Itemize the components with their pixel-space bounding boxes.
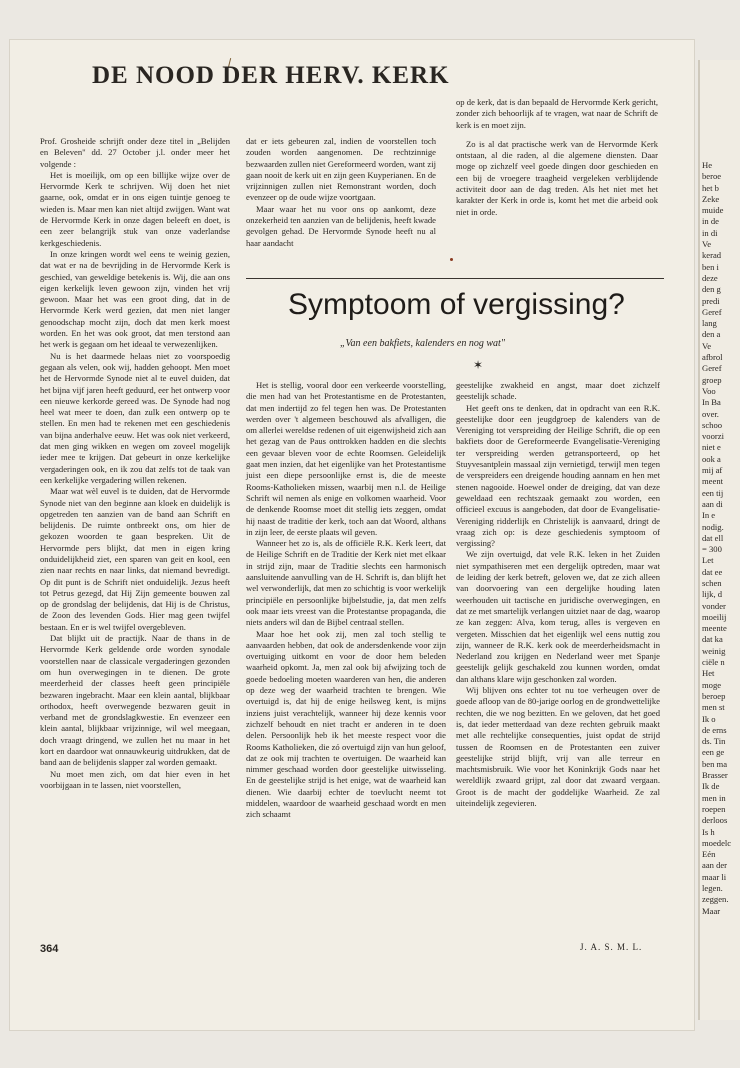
adjacent-page-text-fragment: vonder — [702, 600, 726, 611]
adjacent-page-text-fragment: de erns — [702, 724, 727, 735]
adjacent-page-text-fragment: den a — [702, 329, 721, 340]
adjacent-page-text-fragment: lang — [702, 318, 717, 329]
adjacent-page-text-fragment: ciële n — [702, 657, 725, 668]
paragraph: Maar wat wèl euvel is te duiden, dat de Hervormde Synode niet van den beginne aan kloek en duidelijk is opgetreden ten aanzien van de band aan Schrift en belijdenis. De ruimte ontbreekt ons, om hier de gekozen woorden te gaan bespreken. Uit de Hervormde pers blijkt, dat men in eigen kring onduidelijkheid ziet, een sparen van geit en kool, een zien naar rechts en naar links, dat niemand bevredigt. Op dit punt is de Schrift niet onduidelijk. Jezus heeft tot Petrus gezegd, dat Hij Zijn gemeente bouwen zal op de grondslag der belijdenis, dat Hij is de Christus, de Zoon des levenden Gods. Hier mag geen twijfel bestaan. En er is wel twijfel overgebleven. — [40, 486, 230, 632]
adjacent-page-text-fragment: dat ka — [702, 634, 723, 645]
paragraph: Het is moeilijk, om op een billijke wijze over de Hervormde Kerk te schrijven. Wij doen het niet gaarne, ook, omdat er in ons eigen tuintje genoeg te wieden is. Maar men kan niet altijd zwijgen. Want wat de Hervormde Kerk in onze dagen beleeft en doet, is een zeer belangrijk stuk van onze vaderlandse kerkgeschiedenis. — [40, 169, 230, 248]
adjacent-page-text-fragment: mij af — [702, 465, 723, 476]
adjacent-page-text-fragment: Ve — [702, 340, 712, 351]
article-title-nood: DE NOOD DER HERV. KERK — [92, 62, 450, 89]
paragraph: Wij blijven ons echter tot nu toe verheugen over de goede afloop van de 80-jarige oorlog en de grondwettelijke rechten, die we nog bezitten. En we geloven, dat het goed is, dat ieder metterdaad van deze rechten gebruik maakt met alle rechtelijke consequenties, juist opdat de strijd tussen de Roomsen en de Protestanten een zuiver geestelijke strijd blijft, vrij van alle terreur en machtsmisbruik. Wie voor het Koninkrijk Gods naar het wereldlijk zwaard grijpt, zal door dat zwaard vergaan. Groot is de macht der goddelijke Waarheid. Ze zal uiteindelijk zegevieren. — [456, 685, 660, 808]
paragraph: Het is stellig, vooral door een verkeerde voorstelling, die men had van het Protestantisme en de Protestanten, dat men indertijd zo fel tegen hen was. De Protestanten werden over 't algemeen beschouwd als afvalligen, die om allerlei wereldse redenen of uit eigenwijsheid zich aan het gezag van de Paus onttrokken hadden en die slechts een gevaar bleven voor de echte Roomsen. Geleidelijk gaat men inzien, dat het eigenlijke van het Protestantisme juist een diepe persoonlijke ernst is, die de meeste Rooms-Katholieken missen, waarbij men n.l. de Heilige Schrift wil nemen als enige en volkomen waarheid. Voor de denkende Roomse moet dit stellig iets zeggen, omdat hij naast de traditie der kerk, toch aan dat Woord, althans in zijn leer, de eerste plaats wil geven. — [246, 380, 446, 537]
star-ornament-icon: ✶ — [473, 358, 484, 372]
adjacent-page-text-fragment: beroep — [702, 690, 726, 701]
adjacent-page-text-fragment: dat ee — [702, 566, 723, 577]
adjacent-page-text-fragment: schoo — [702, 419, 723, 430]
adjacent-page-text-fragment: Let — [702, 555, 714, 566]
adjacent-page-text-fragment: beroe — [702, 171, 722, 182]
section-divider — [246, 278, 664, 279]
adjacent-page-text-fragment: predi — [702, 295, 720, 306]
adjacent-page-text-fragment: Maar — [702, 905, 721, 916]
adjacent-page-text-fragment: men st — [702, 702, 725, 713]
adjacent-page-text-fragment: men in — [702, 792, 726, 803]
adjacent-page-text-fragment: deze — [702, 272, 718, 283]
adjacent-page-text-fragment: Ve — [702, 239, 712, 250]
article2-column-1 — [246, 380, 446, 940]
adjacent-page-text-fragment: meente — [702, 623, 727, 634]
paragraph: Het geeft ons te denken, dat in opdracht van een R.K. geestelijke door een jeugdgroep de kalenders van de Vereniging tot verspreiding der Heilige Schrift, die op een bakfiets door de Gereformeerde Evangelisatie-Vereniging ter verspreiding werden getransporteerd, op het Stuyvesantplein massaal zijn vernietigd, terwijl men tegen de verspreiders een dreigende houding aannam en hen met stenen nagooide. Hoewel onder de dreiging, dat van deze geweldaad een rechtszaak gemaakt zou worden, een officieel excuus is aangeboden, dat door de Evangelisatie-Vereniging ridderlijk en Christelijk is aanvaard, dringt de vraag zich op: is deze geschiedenis symptoom of vergissing? — [456, 402, 660, 549]
paragraph: geestelijke zwakheid en angst, maar doet zichzelf geestelijk schade. — [456, 380, 660, 402]
adjacent-page-text-fragment: Eén — [702, 849, 716, 860]
adjacent-page-text-fragment: aan di — [702, 498, 723, 509]
adjacent-page-text-fragment: voorzi — [702, 431, 724, 442]
adjacent-page-text-fragment: het b — [702, 182, 719, 193]
adjacent-page-text-fragment: Geref — [702, 363, 722, 374]
paragraph: We zijn overtuigd, dat vele R.K. leken in het Zuiden niet sympathiseren met een dergelijk optreden, maar wat de leiding der kerk betreft, geloven we, dat ze zich alleen van doorvoering van een dergelijke houding laten weerhouden uit tactische en juridische overwegingen, en dat ze met smartelijk verlangen uitziet naar de dag, waarop ze kan zeggen: Alva, kom terug, alles is vergeven en vergeten. Misschien dat het eigenlijk wel eens nuttig zou zijn, wanneer de R.K. kerk ook de meerderheidsmacht in Nederland zou krijgen en Nederland weer met Spanje geestelijk gelijk geschakeld zou kunnen worden, omdat dan althans klare wijn geschonken zal worden. — [456, 549, 660, 684]
article-subtitle: „Van een bakfiets, kalenders en nog wat" — [340, 338, 506, 349]
adjacent-page-text-fragment: Zeke — [702, 193, 720, 204]
paragraph: Maar waar het nu voor ons op aankomt, deze onzekerheid ten aanzien van de belijdenis, heeft kwade gevolgen gehad. De Hervormde Synode heeft nu al haar aandacht — [246, 203, 436, 248]
adjacent-page-text-fragment: nodig. — [702, 521, 724, 532]
adjacent-page-text-fragment: Voo — [702, 385, 716, 396]
adjacent-page-text-fragment: kerad — [702, 250, 722, 261]
adjacent-page-text-fragment: ben ma — [702, 758, 728, 769]
paragraph: Nu is het daarmede helaas niet zo voorspoedig gegaan als velen, ook wij, hadden gehoopt. Men moet het de Hervormde Synode niet al te euvel duiden, dat het bijna vijf jaren heeft geduurd, eer het ontwerp voor een nieuwe kerkorde gereed was. De Synode had nog heel wat meer te doen, dan zulk een ontwerp op te stellen. En men had te rekenen met een geschiedenis van bijna anderhalve eeuw. Het was ook niet verkeerd, dat men ging wikken en wegen om zoveel mogelijk ieder mee te krijgen. Dat gebeurt in onze kerkelijke vergaderingen ook, en ik zou dat zelfs tot de taak van een kerkelijke vergadering willen rekenen. — [40, 350, 230, 485]
adjacent-page-text-fragment: in di — [702, 227, 718, 238]
adjacent-page-text-fragment: aan der — [702, 860, 728, 871]
adjacent-page-text-fragment: ben i — [702, 261, 719, 272]
page-number: 364 — [40, 943, 59, 955]
article2-column-2 — [456, 380, 660, 940]
adjacent-page-text-fragment: afbrol — [702, 352, 723, 363]
paragraph: dat er iets gebeuren zal, indien de voorstellen toch zouden worden aangenomen. De rechtzinnige bezwaarden zullen niet Gereformeerd worden, want zij gaan nooit de kerk uit en zijn geen Kuyperianen. En de vrijzinnigen zullen niet Remonstrant worden, doch evenzeer op de oude wijze voortgaan. — [246, 136, 436, 203]
adjacent-page-text-fragment: moge — [702, 679, 722, 690]
paragraph: Maar hoe het ook zij, men zal toch stellig te aanvaarden hebben, dat ook de andersdenkende voor zijn overtuiging uitkomt en voor de door hem beleden waarheid opkomt. Ja, men zal ook bij afwijzing toch de goede bedoeling moeten waarderen van hen, die anderen op deze weg der waarheid trachten te brengen. Wie overtuigd is, dat hij de enige heilsweg kent, is mijns inziens juist verachtelijk, wanneer hij deze kennis voor zichzelf behoudt en niet tracht er anderen in te doen delen. Persoonlijk heb ik het meeste respect voor die Rooms Katholieken, die zó overtuigd zijn van hun geloof, dat ze ook mij trachten te overtuigen. De waarheid kan nimmer geschaad worden door geestelijke uitwisseling. En de geestelijke strijd is het enige, wat de waarheid kan dienen. Wie daarbij echter de toevlucht neemt tot middelen, waardoor de waarheid geschaad wordt en men zich schaamt — [246, 628, 446, 820]
article1-column-2 — [246, 136, 436, 248]
paragraph: Prof. Grosheide schrijft onder deze titel in „Belijden en Beleven" dd. 27 October j.l. onder meer het volgende : — [40, 136, 230, 169]
paragraph: Dat blijkt uit de practijk. Naar de thans in de Hervormde Kerk geldende orde worden synodale voorstellen naar de classicale vergaderingen gezonden om hun overwegingen in te dienen. De grote meerderheid der classes heeft geen principiële bezwaren ingebracht. Maar een klein aantal, blijkbaar orthodox, heeft overwegende bezwaren geuit in verband met de grondslagkwestie. En evenzeer een klein aantal, blijkbaar vrijzinnige, wil wel meegaan, doch vraagt dringend, we zullen het nu maar in het kort en daardoor wat onnauwkeurig uitdrukken, dat de band aan de belijdenis slapper zal worden gemaakt. — [40, 633, 230, 768]
paragraph: In onze kringen wordt wel eens te weinig gezien, dat wat er na de bevrijding in de Hervormde Kerk is geschied, van geweldige betekenis is. Wij, die aan ons eigen kerkelijk leven gewoon zijn, vinden het vrij gewoon. Maar het was een groot ding, dat in de Hervormde Kerk werd gezien, dat men niet langer genoodschap mocht zijn, doch dat men kerk moest worden. En het was ook groot, dat men terstond aan het werk is gegaan om het ideaal te verwezenlijken. — [40, 248, 230, 350]
adjacent-page-text-fragment: ds. Tin — [702, 736, 726, 747]
adjacent-page-text-fragment: In Ba — [702, 397, 721, 408]
adjacent-page-text-fragment: een tij — [702, 487, 724, 498]
adjacent-page-text-fragment: Is h — [702, 826, 715, 837]
paragraph: Nu moet men zich, om dat hier even in het voorbijgaan in te lassen, niet voorstellen, — [40, 768, 230, 790]
adjacent-page-text-fragment: derloos — [702, 815, 728, 826]
adjacent-page-text-fragment: groep — [702, 374, 722, 385]
adjacent-page-text-fragment: weinig — [702, 645, 726, 656]
author-signature: J. A. S. M. L. — [580, 942, 643, 952]
adjacent-page-text-fragment: Het — [702, 668, 715, 679]
article-title-symptoom: Symptoom of vergissing? — [288, 288, 625, 321]
adjacent-page-edge — [698, 60, 740, 1020]
adjacent-page-text-fragment: = 300 — [702, 544, 722, 555]
adjacent-page-text-fragment: meent — [702, 476, 723, 487]
adjacent-page-text-fragment: dat ell — [702, 532, 724, 543]
adjacent-page-text-fragment: Ik o — [702, 713, 716, 724]
adjacent-page-text-fragment: schen — [702, 577, 722, 588]
adjacent-page-text-fragment: zeggen. — [702, 894, 729, 905]
adjacent-page-text-fragment: moedelc — [702, 837, 732, 848]
adjacent-page-text-fragment: In e — [702, 510, 716, 521]
adjacent-page-text-fragment: roepen — [702, 803, 726, 814]
paragraph: op de kerk, dat is dan bepaald de Hervormde Kerk gericht, zonder zich behoorlijk af te vragen, wat naar de Schrift de kerk is en moet zijn. — [456, 97, 658, 130]
paragraph: Zo is al dat practische werk van de Hervormde Kerk ontstaan, al die raden, al die algemene diensten. Daar moge op zichzelf veel goede dingen door geschieden en een bij de vroegere traagheid vergeleken verblijdende activiteit door aan de dag treden. Als het niet met het karakter der Kerk in orde is, komt het met die arbeid ook niet in orde. — [456, 138, 658, 217]
adjacent-page-text-fragment: Brasser — [702, 770, 728, 781]
adjacent-page-text-fragment: den g — [702, 284, 721, 295]
article1-column-1 — [40, 136, 230, 936]
article1-column-3 — [456, 97, 658, 272]
adjacent-page-text-fragment: moeilij — [702, 611, 727, 622]
adjacent-page-text-fragment: een ge — [702, 747, 725, 758]
adjacent-page-text-fragment: over. — [702, 408, 719, 419]
adjacent-page-text-fragment: ook a — [702, 453, 721, 464]
adjacent-page-text-fragment: He — [702, 160, 713, 170]
adjacent-page-text-fragment: lijk, d — [702, 589, 723, 600]
adjacent-page-text-fragment: in de — [702, 216, 719, 227]
ink-dot — [450, 258, 453, 261]
paragraph: Wanneer het zo is, als de officiële R.K. Kerk leert, dat de Heilige Schrift en de Traditie der Kerk niet met elkaar in strijd zijn, maar de Traditie slechts een harmonisch aansluitende aanvulling van de H. Schrift is, dan blijft het wel verwonderlijk, dat men zo schichtig is voor werkelijk principiële en persoonlijke bijbelstudie, ja, dat men zelfs ook maar iets vreest van die Protestantse propaganda, die niets anders wil dan de Bijbel centraal stellen. — [246, 538, 446, 628]
adjacent-page-text-fragment: Ik de — [702, 781, 720, 792]
adjacent-page-text-fragment: maar li — [702, 871, 727, 882]
adjacent-page-text-fragment: niet e — [702, 442, 721, 453]
adjacent-page-text-fragment: legen. — [702, 883, 723, 893]
adjacent-page-text-fragment: muide — [702, 205, 724, 216]
adjacent-page-text-fragment: Geref — [702, 306, 722, 317]
